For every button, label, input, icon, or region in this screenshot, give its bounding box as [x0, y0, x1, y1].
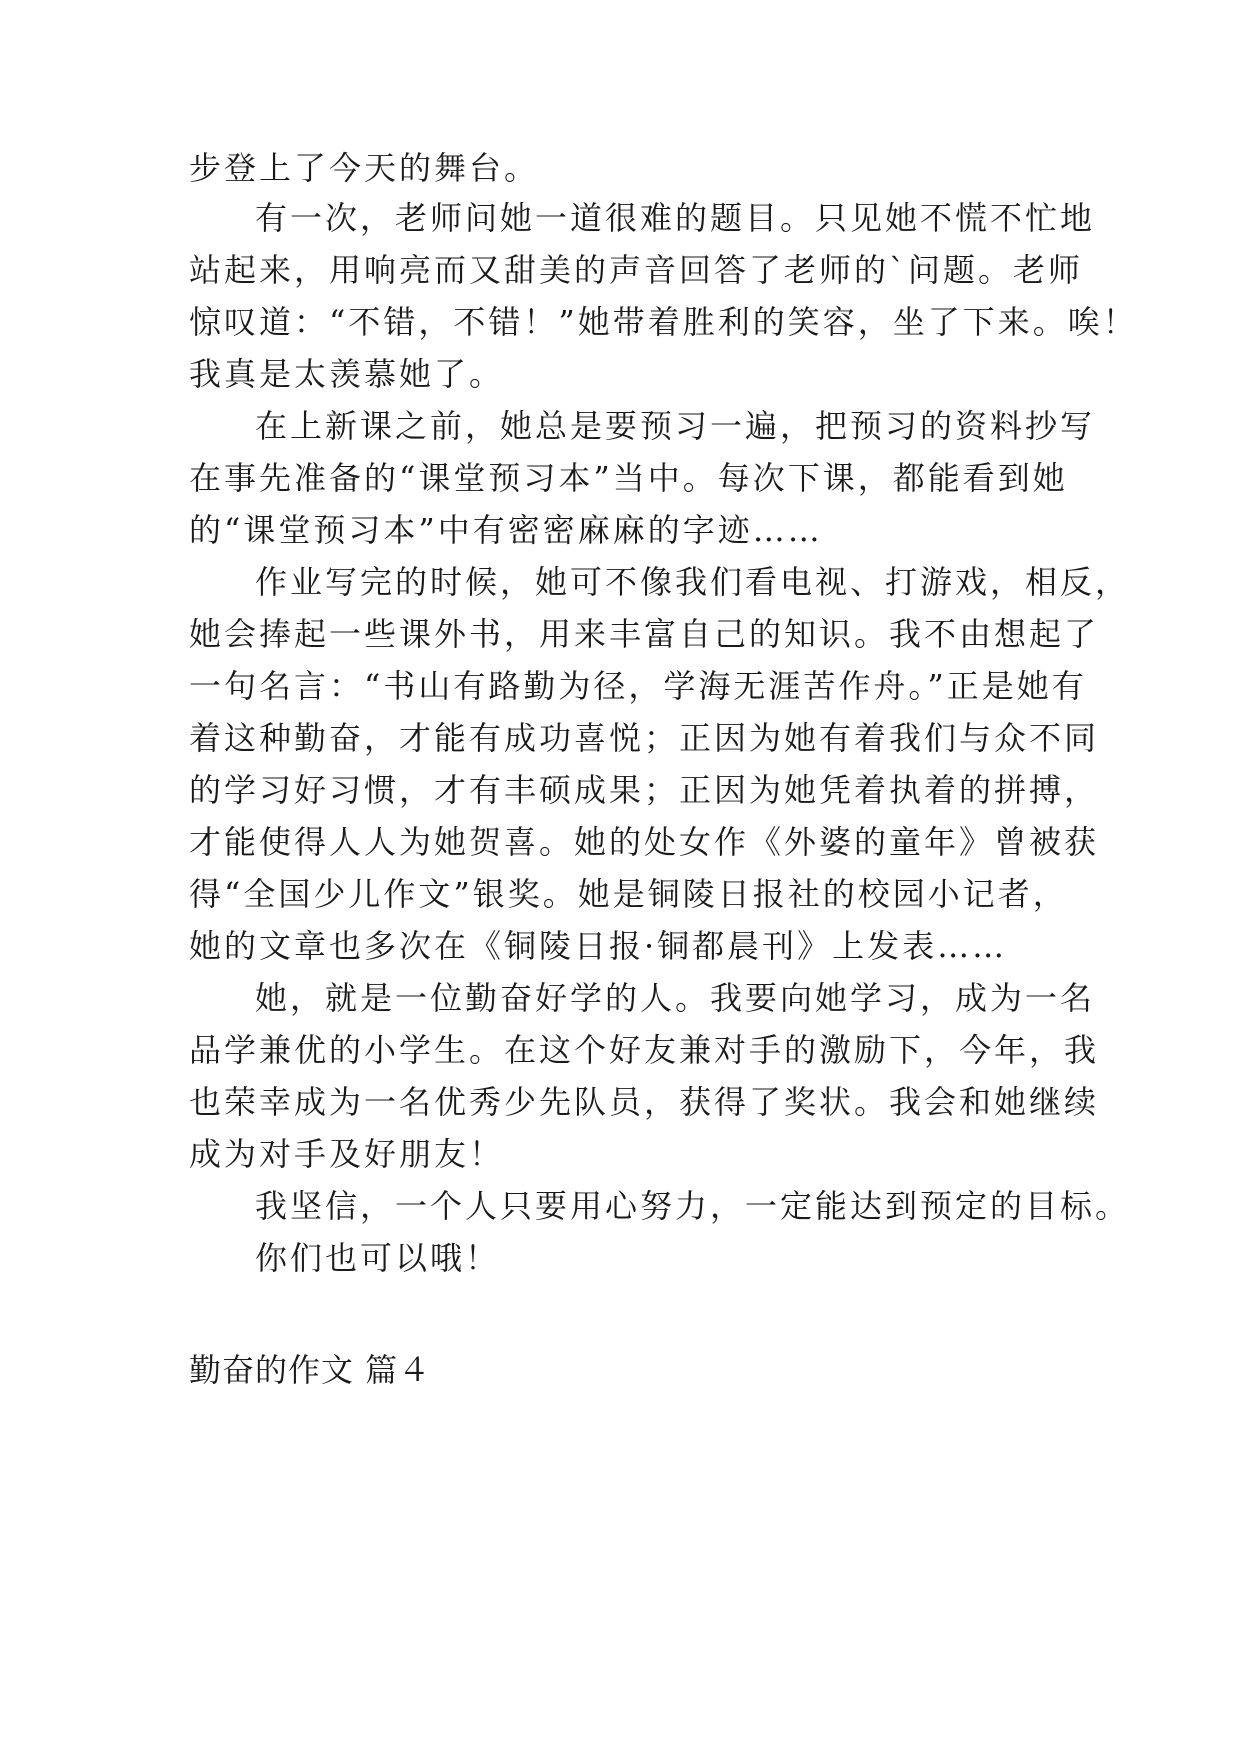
- text-line: 在事先准备的“课堂预习本”当中。每次下课，都能看到她: [189, 459, 1068, 497]
- text-line: 的学习好习惯，才有丰硕成果；正因为她凭着执着的拼搏，: [189, 771, 1100, 809]
- text-line: 站起来，用响亮而又甜美的声音回答了老师的`问题。老师: [189, 251, 1084, 289]
- section-heading: 勤奋的作文 篇４: [189, 1351, 432, 1389]
- text-line: 着这种勤奋，才能有成功喜悦；正因为她有着我们与众不同: [189, 719, 1100, 757]
- paragraph-start-line: 作业写完的时候，她可不像我们看电视、打游戏，相反，: [255, 563, 1131, 601]
- text-line: 才能使得人人为她贺喜。她的处女作《外婆的童年》曾被获: [189, 823, 1100, 861]
- text-line: 我真是太羡慕她了。: [189, 355, 505, 393]
- paragraph-start-line: 我坚信，一个人只要用心努力，一定能达到预定的目标。: [255, 1187, 1131, 1225]
- paragraph-start-line: 在上新课之前，她总是要预习一遍，把预习的资料抄写: [255, 407, 1096, 445]
- paragraph-start-line: 你们也可以哦！: [255, 1239, 501, 1277]
- text-line: 也荣幸成为一名优秀少先队员，获得了奖状。我会和她继续: [189, 1083, 1100, 1121]
- paragraph-start-line: 她，就是一位勤奋好学的人。我要向她学习，成为一名: [255, 979, 1096, 1017]
- text-line: 她的文章也多次在《铜陵日报·铜都晨刊》上发表……: [189, 927, 1008, 965]
- text-line: 的“课堂预习本”中有密密麻麻的字迹……: [189, 511, 823, 549]
- text-line: 步登上了今天的舞台。: [189, 149, 540, 187]
- text-line: 品学兼优的小学生。在这个好友兼对手的激励下，今年，我: [189, 1031, 1100, 1069]
- text-line: 得“全国少儿作文”银奖。她是铜陵日报社的校园小记者，: [189, 875, 1068, 913]
- text-line: 惊叹道：“不错，不错！”她带着胜利的笑容，坐了下来。唉！: [189, 303, 1138, 341]
- paragraph-start-line: 有一次，老师问她一道很难的题目。只见她不慌不忙地: [255, 199, 1096, 237]
- text-line: 一句名言：“书山有路勤为径，学海无涯苦作舟。”正是她有: [189, 667, 1087, 705]
- text-line: 成为对手及好朋友！: [189, 1135, 505, 1173]
- text-line: 她会捧起一些课外书，用来丰富自己的知识。我不由想起了: [189, 615, 1100, 653]
